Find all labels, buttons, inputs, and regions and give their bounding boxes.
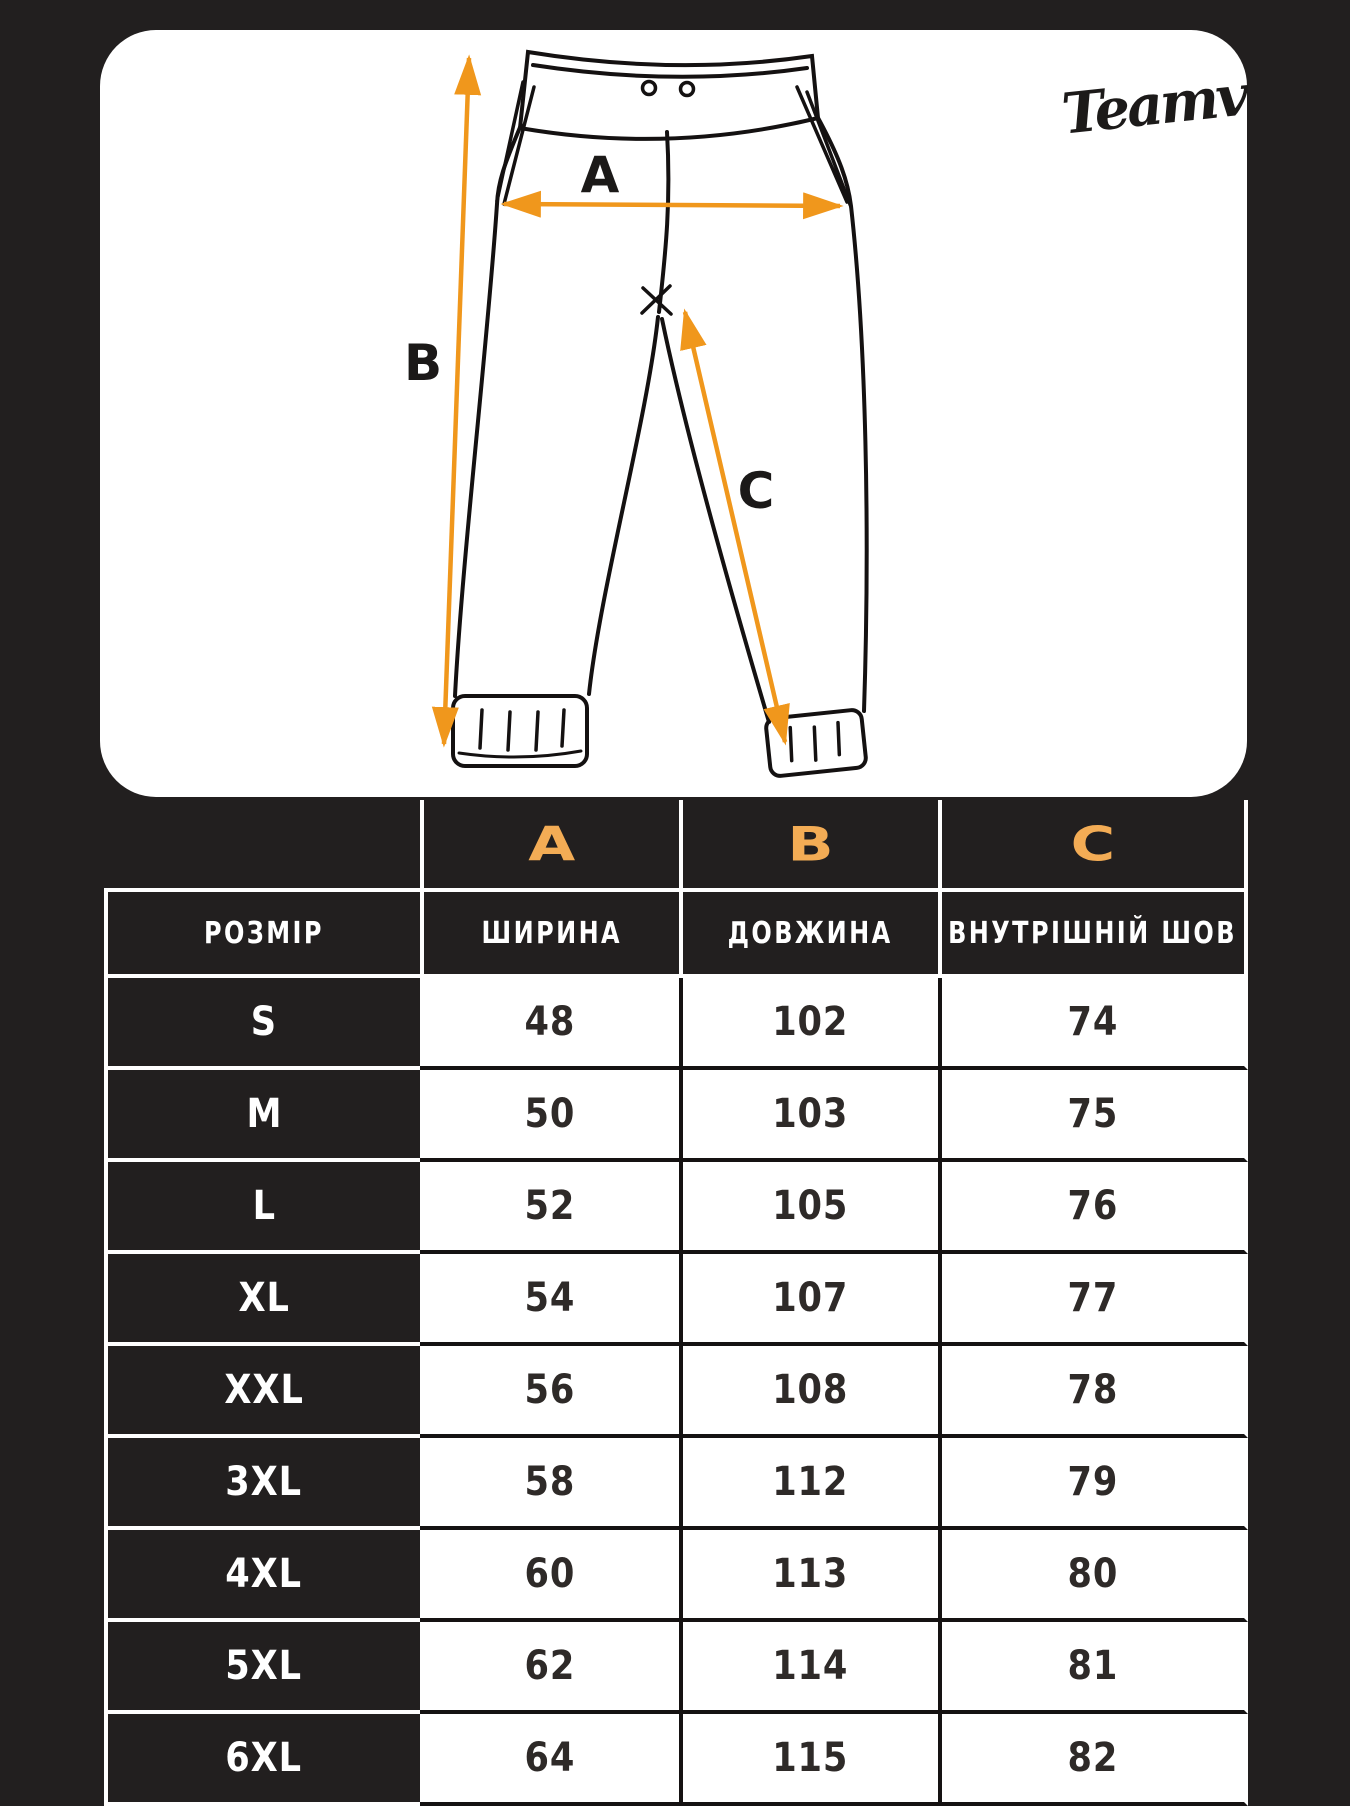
table-row-inseam: 79 bbox=[938, 1438, 1248, 1530]
table-row-size: 3XL bbox=[104, 1438, 420, 1530]
table-row-width: 48 bbox=[420, 978, 679, 1070]
measure-letter-a: A bbox=[527, 816, 575, 872]
arrow-a-icon bbox=[504, 204, 840, 206]
table-row-width: 56 bbox=[420, 1346, 679, 1438]
table-row-length: 115 bbox=[679, 1714, 938, 1806]
diagram-label-c: C bbox=[737, 462, 775, 520]
table-row-length: 113 bbox=[679, 1530, 938, 1622]
table-row-inseam: 81 bbox=[938, 1622, 1248, 1714]
table-row-width: 62 bbox=[420, 1622, 679, 1714]
table-row-inseam: 77 bbox=[938, 1254, 1248, 1346]
column-header-size: РОЗМІР bbox=[104, 888, 420, 978]
table-row-size: 5XL bbox=[104, 1622, 420, 1714]
table-row-width: 58 bbox=[420, 1438, 679, 1530]
teamv-logo: Teamv bbox=[1058, 62, 1249, 148]
table-row-width: 50 bbox=[420, 1070, 679, 1162]
measurement-arrows bbox=[444, 58, 840, 744]
table-row-inseam: 82 bbox=[938, 1714, 1248, 1806]
table-row-length: 103 bbox=[679, 1070, 938, 1162]
table-row-size: S bbox=[104, 978, 420, 1070]
measure-header-empty-cell bbox=[104, 800, 420, 888]
arrow-b-icon bbox=[444, 58, 469, 744]
table-row-size: M bbox=[104, 1070, 420, 1162]
table-row-width: 60 bbox=[420, 1530, 679, 1622]
table-row-size: 4XL bbox=[104, 1530, 420, 1622]
table-row-length: 105 bbox=[679, 1162, 938, 1254]
table-row-inseam: 80 bbox=[938, 1530, 1248, 1622]
table-row-length: 114 bbox=[679, 1622, 938, 1714]
table-row-inseam: 75 bbox=[938, 1070, 1248, 1162]
measure-header-a bbox=[420, 800, 679, 888]
table-row-length: 108 bbox=[679, 1346, 938, 1438]
table-row-width: 64 bbox=[420, 1714, 679, 1806]
table-row-size: XXL bbox=[104, 1346, 420, 1438]
table-row-length: 112 bbox=[679, 1438, 938, 1530]
table-row-length: 107 bbox=[679, 1254, 938, 1346]
column-header-inseam: ВНУТРІШНІЙ ШОВ bbox=[938, 888, 1248, 978]
column-header-length: ДОВЖИНА bbox=[679, 888, 938, 978]
table-row-length: 102 bbox=[679, 978, 938, 1070]
table-row-inseam: 76 bbox=[938, 1162, 1248, 1254]
table-row-inseam: 74 bbox=[938, 978, 1248, 1070]
measure-header-c bbox=[938, 800, 1248, 888]
table-row-size: 6XL bbox=[104, 1714, 420, 1806]
arrow-c-icon bbox=[685, 312, 785, 742]
measure-letter-b: B bbox=[787, 816, 834, 872]
table-row-size: L bbox=[104, 1162, 420, 1254]
size-table bbox=[104, 800, 1248, 1806]
diagram-label-a: A bbox=[580, 146, 620, 204]
table-row-inseam: 78 bbox=[938, 1346, 1248, 1438]
pants-outline-icon bbox=[453, 52, 867, 777]
diagram-card bbox=[100, 30, 1247, 797]
table-row-width: 52 bbox=[420, 1162, 679, 1254]
table-row-size: XL bbox=[104, 1254, 420, 1346]
measure-letter-c: C bbox=[1070, 816, 1116, 872]
column-header-width: ШИРИНА bbox=[420, 888, 679, 978]
diagram-label-b: B bbox=[403, 334, 443, 392]
measure-header-b bbox=[679, 800, 938, 888]
table-row-width: 54 bbox=[420, 1254, 679, 1346]
